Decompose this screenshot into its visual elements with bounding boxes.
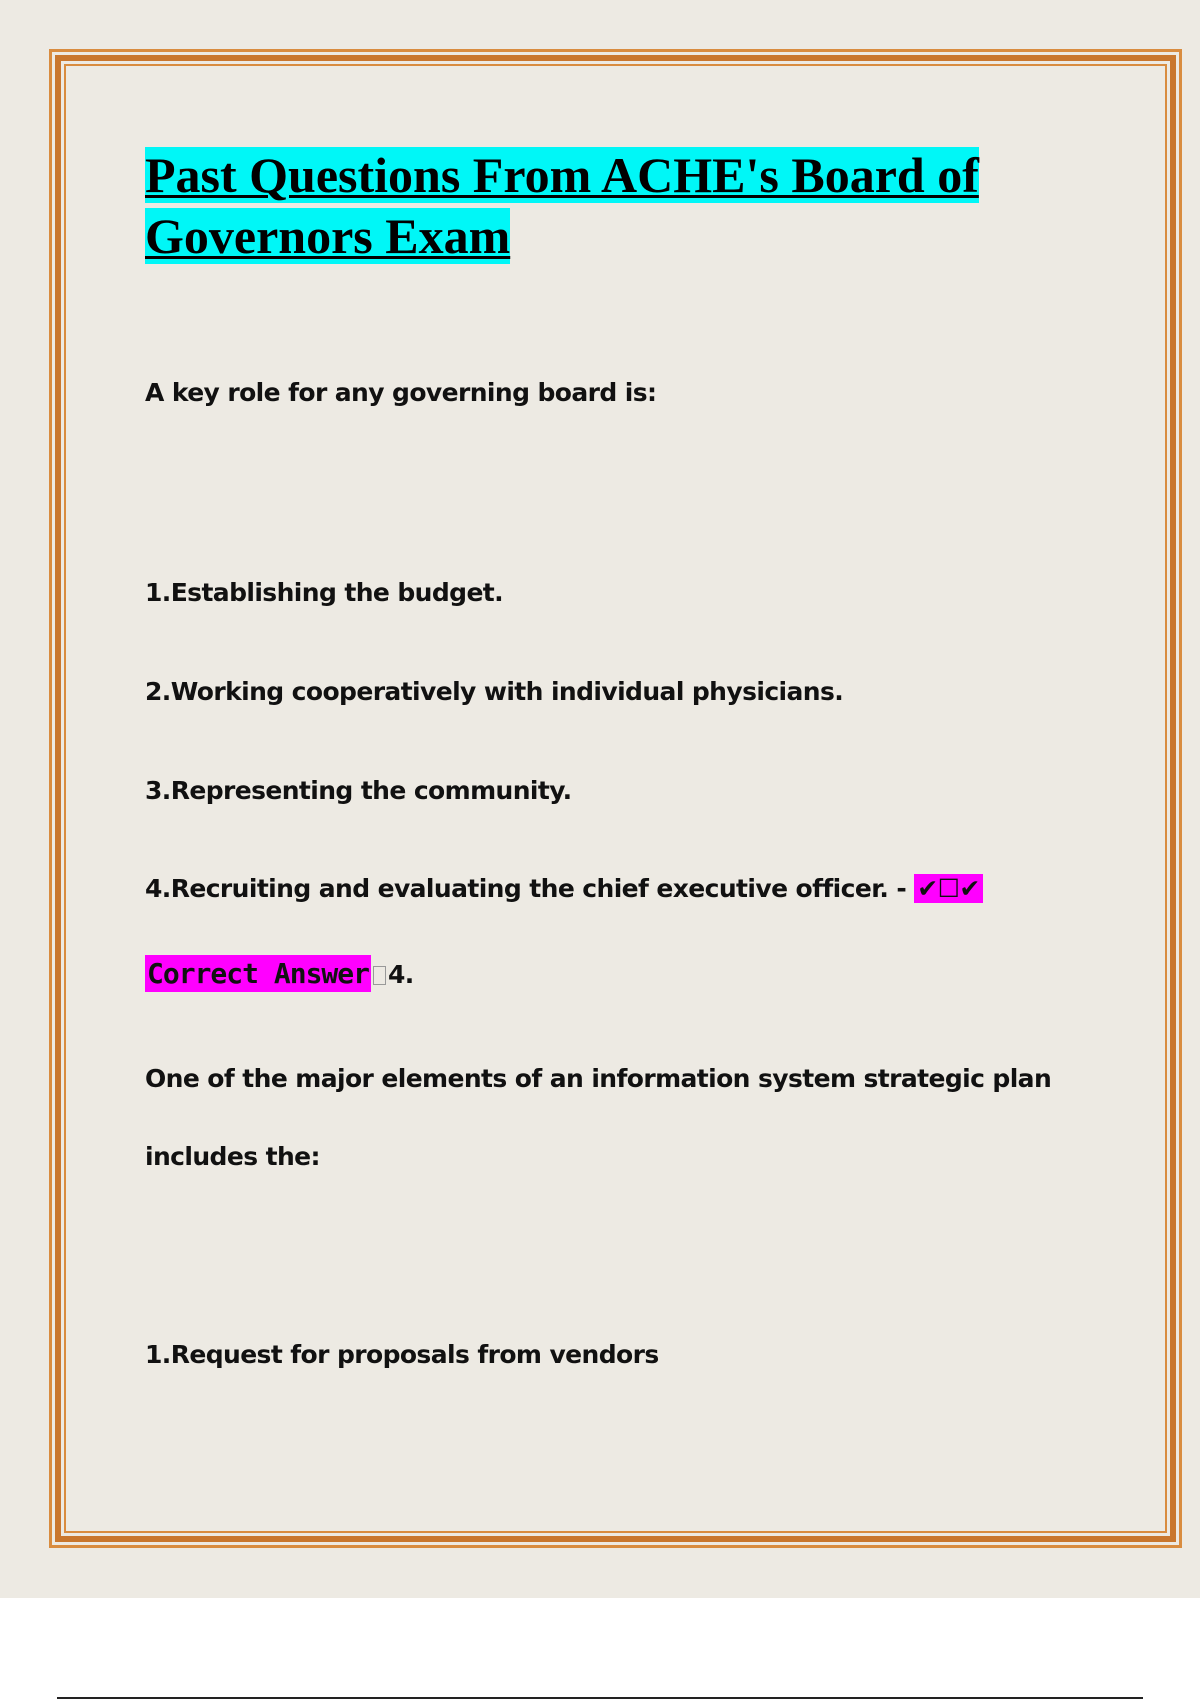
document-title-text: Past Questions From ACHE's Board of Governors Exam	[145, 147, 979, 264]
footer-divider	[57, 1697, 1143, 1699]
question-2-option-1: 1.Request for proposals from vendors	[145, 1340, 659, 1369]
question-1-option-4-row	[145, 874, 983, 903]
question-2-prompt-line-2: includes the:	[145, 1142, 320, 1171]
question-1-option-1: 1.Establishing the budget.	[145, 578, 504, 607]
question-2-prompt-line-1: One of the major elements of an information system strategic plan	[145, 1064, 1052, 1093]
question-1-option-3: 3.Representing the community.	[145, 776, 572, 805]
document-title	[145, 145, 1045, 267]
question-1-answer-row	[145, 957, 414, 990]
correct-answer-value: 4.	[388, 960, 414, 989]
checkmark-icon: ✔☐✔	[914, 874, 983, 903]
question-1-option-4: 4.Recruiting and evaluating the chief executive officer. -	[145, 874, 907, 903]
missing-glyph-icon	[373, 966, 386, 985]
question-1-prompt: A key role for any governing board is:	[145, 378, 657, 407]
correct-answer-label: Correct Answer	[147, 957, 370, 990]
question-1-option-2: 2.Working cooperatively with individual physicians.	[145, 677, 844, 706]
